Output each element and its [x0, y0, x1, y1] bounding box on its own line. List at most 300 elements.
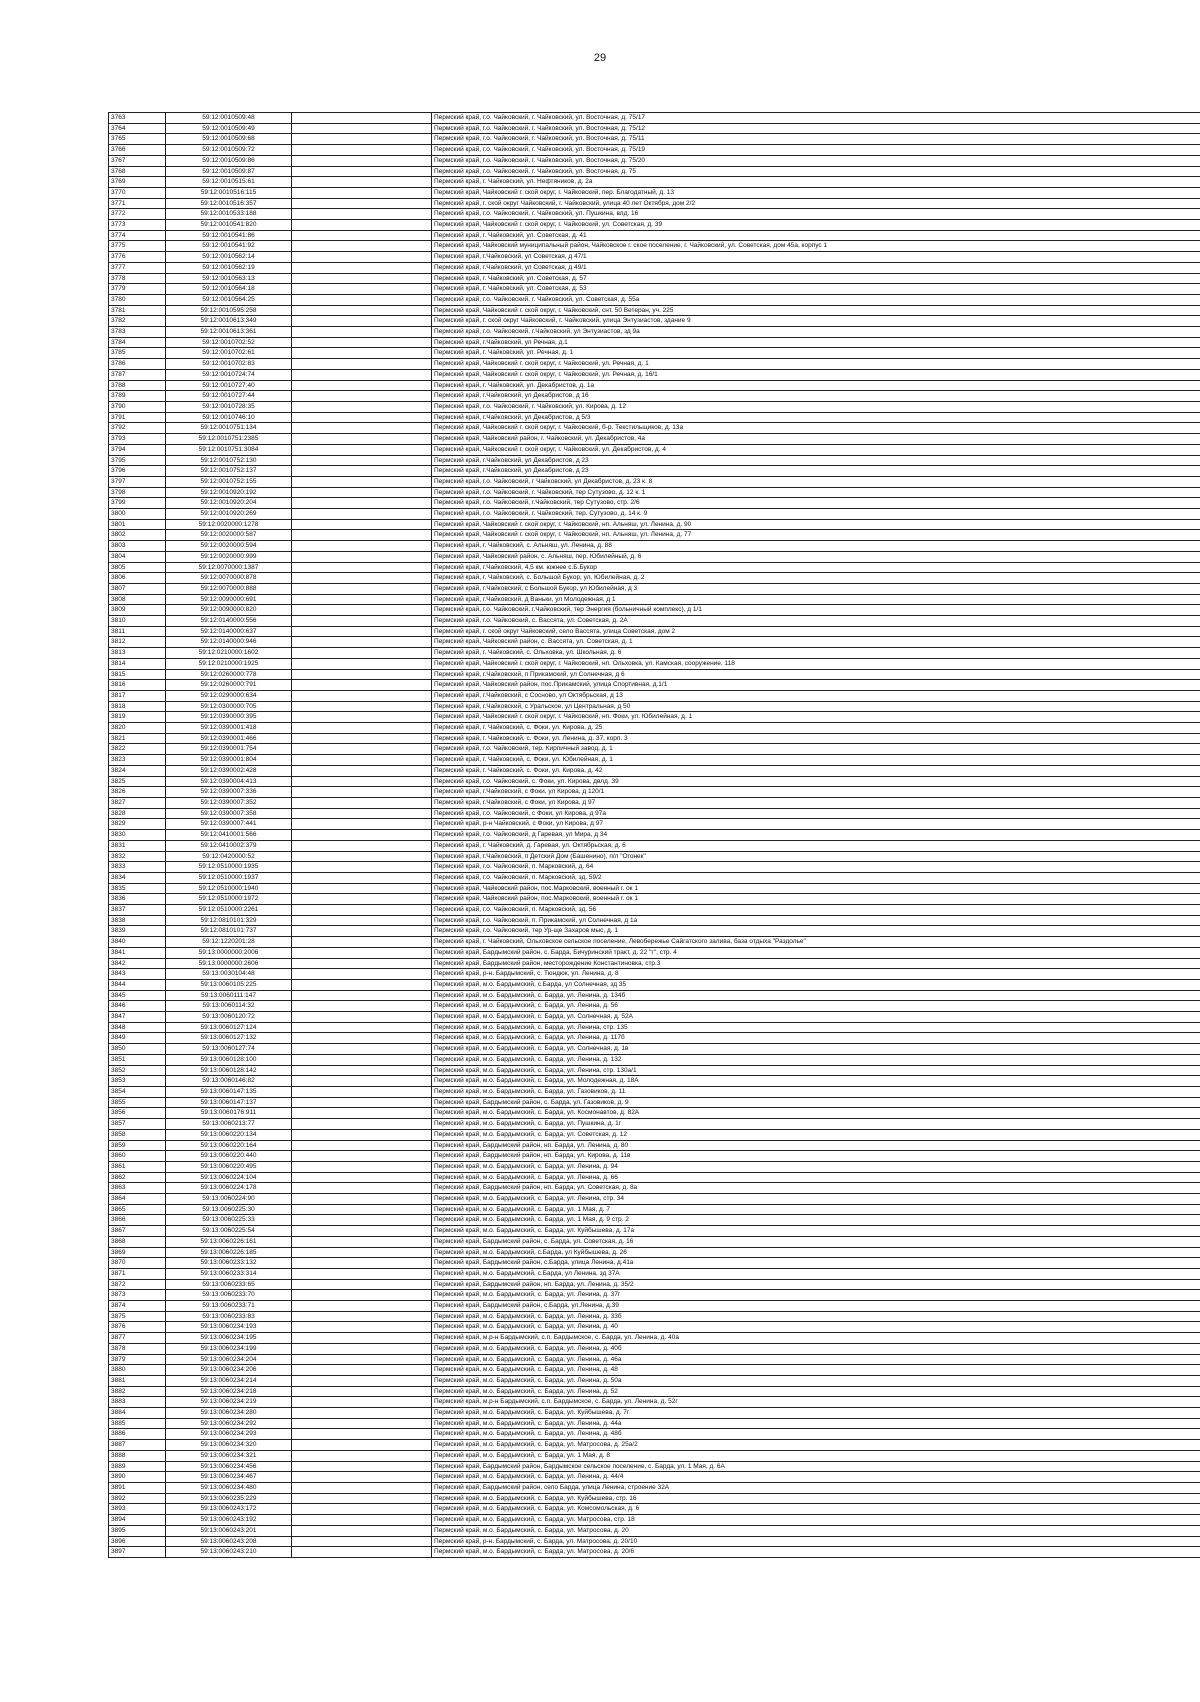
- table-row: [109, 819, 1200, 830]
- cadastral-number-cell: 59:13:0060105:225: [166, 979, 292, 990]
- empty-cell: [292, 1226, 432, 1237]
- empty-cell: [292, 1054, 432, 1065]
- cadastral-number-cell: 59:13:0060147:135: [166, 1086, 292, 1097]
- cadastral-number-cell: 59:13:0060128:100: [166, 1054, 292, 1065]
- row-number-cell: 3842: [109, 958, 166, 969]
- table-row: [109, 1086, 1200, 1097]
- table-row: [109, 220, 1200, 231]
- empty-cell: [292, 1215, 432, 1226]
- address-cell: Пермский край, г.Чайковский, с Сосново, ул Октябрьская, д 13: [432, 690, 1200, 701]
- row-number-cell: 3863: [109, 1183, 166, 1194]
- row-number-cell: 3885: [109, 1418, 166, 1429]
- table-row: [109, 1204, 1200, 1215]
- cadastral-number-cell: 59:12:0010541:86: [166, 230, 292, 241]
- row-number-cell: 3860: [109, 1151, 166, 1162]
- row-number-cell: 3785: [109, 348, 166, 359]
- address-cell: Пермский край, Чайковский г. ской округ, г. Чайковский, ул. Речная, д. 1: [432, 359, 1200, 370]
- table-row: [109, 273, 1200, 284]
- address-cell: Пермский край, м.о. Бардымский, с. Барда, ул. Пушкина, д. 1г: [432, 1119, 1200, 1130]
- row-number-cell: 3832: [109, 851, 166, 862]
- row-number-cell: 3878: [109, 1343, 166, 1354]
- cadastral-number-cell: 59:12:0390001:418: [166, 723, 292, 734]
- table-row: [109, 541, 1200, 552]
- table-row: [109, 1365, 1200, 1376]
- row-number-cell: 3771: [109, 198, 166, 209]
- cadastral-number-cell: 59:13:0060226:161: [166, 1236, 292, 1247]
- table-row: [109, 594, 1200, 605]
- table-row: [109, 155, 1200, 166]
- cadastral-number-cell: 59:12:0020000:587: [166, 530, 292, 541]
- row-number-cell: 3807: [109, 583, 166, 594]
- row-number-cell: 3795: [109, 455, 166, 466]
- address-cell: Пермский край, г.о. Чайковский, тер Ур-ще Захаров мыс, д. 1: [432, 926, 1200, 937]
- address-cell: Пермский край, г.о. Чайковский, г.Чайковский, тер Сутузово, стр. 2/6: [432, 498, 1200, 509]
- table-row: [109, 1279, 1200, 1290]
- cadastral-number-cell: 59:12:0140000:556: [166, 616, 292, 627]
- empty-cell: [292, 1408, 432, 1419]
- cadastral-number-cell: 59:13:0060234:195: [166, 1333, 292, 1344]
- row-number-cell: 3884: [109, 1408, 166, 1419]
- row-number-cell: 3843: [109, 969, 166, 980]
- cadastral-number-cell: 59:13:0060220:134: [166, 1129, 292, 1140]
- table-row: [109, 444, 1200, 455]
- address-cell: Пермский край, Бардымский район, с.Барда, ул.Ленина, д.39: [432, 1301, 1200, 1312]
- empty-cell: [292, 187, 432, 198]
- address-cell: Пермский край, м.о. Бардымский, с. Барда, ул. Ленина, д. 44а: [432, 1418, 1200, 1429]
- cadastral-number-cell: 59:12:0010562:14: [166, 252, 292, 263]
- empty-cell: [292, 1343, 432, 1354]
- empty-cell: [292, 1012, 432, 1023]
- table-row: [109, 1161, 1200, 1172]
- table-row: [109, 487, 1200, 498]
- address-cell: Пермский край, г.о. Чайковский, г Чайковский, ул Декабристов, д. 23 к. 8: [432, 476, 1200, 487]
- cadastral-number-cell: 59:12:0010752:137: [166, 466, 292, 477]
- row-number-cell: 3819: [109, 712, 166, 723]
- row-number-cell: 3876: [109, 1322, 166, 1333]
- empty-cell: [292, 1536, 432, 1547]
- empty-cell: [292, 476, 432, 487]
- address-cell: Пермский край, м.о. Бардымский, с. Барда, ул. Ленина, д. 56: [432, 1001, 1200, 1012]
- row-number-cell: 3882: [109, 1386, 166, 1397]
- cadastral-number-cell: 59:12:0010613:349: [166, 316, 292, 327]
- row-number-cell: 3848: [109, 1022, 166, 1033]
- empty-cell: [292, 765, 432, 776]
- table-row: [109, 1397, 1200, 1408]
- empty-cell: [292, 1375, 432, 1386]
- row-number-cell: 3808: [109, 594, 166, 605]
- cadastral-number-cell: 59:12:0390001:754: [166, 744, 292, 755]
- cadastral-number-cell: 59:13:0060176:911: [166, 1108, 292, 1119]
- address-cell: Пермский край, г.Чайковский, ул Декабристов, д 5/3: [432, 412, 1200, 423]
- address-cell: Пермский край, Бардымский район, с. Барда, Бичуринский тракт, д. 22 "г", стр. 4: [432, 947, 1200, 958]
- cadastral-number-cell: 59:12:0510000:1935: [166, 862, 292, 873]
- table-row: [109, 455, 1200, 466]
- address-cell: Пермский край, г. Чайковский, ул. Декабристов, д. 1а: [432, 380, 1200, 391]
- row-number-cell: 3821: [109, 733, 166, 744]
- row-number-cell: 3781: [109, 305, 166, 316]
- address-cell: Пермский край, м.о. Бардымский, с. Барда, ул. Ленина, д. 46а: [432, 1354, 1200, 1365]
- cadastral-number-cell: 59:12:0010516:357: [166, 198, 292, 209]
- row-number-cell: 3820: [109, 723, 166, 734]
- address-cell: Пермский край, м.о. Бардымский, с. Барда, ул. Ленина, д. 37г: [432, 1290, 1200, 1301]
- address-cell: Пермский край, м.о. Бардымский, с. Барда, ул. Ленина, д. 66: [432, 1172, 1200, 1183]
- empty-cell: [292, 134, 432, 145]
- empty-cell: [292, 616, 432, 627]
- address-cell: Пермский край, Бардымский район, с. Барда, ул. Газовиков, д. 9: [432, 1097, 1200, 1108]
- table-row: [109, 712, 1200, 723]
- cadastral-number-cell: 59:13:0060224:104: [166, 1172, 292, 1183]
- table-row: [109, 1226, 1200, 1237]
- empty-cell: [292, 359, 432, 370]
- cadastral-number-cell: 59:12:0140000:946: [166, 637, 292, 648]
- empty-cell: [292, 177, 432, 188]
- empty-cell: [292, 1022, 432, 1033]
- row-number-cell: 3856: [109, 1108, 166, 1119]
- address-cell: Пермский край, Чайковский район, с. Альняш, пер. Юбилейный, д. 6: [432, 551, 1200, 562]
- table-row: [109, 1515, 1200, 1526]
- cadastral-number-cell: 59:12:0010702:83: [166, 359, 292, 370]
- row-number-cell: 3841: [109, 947, 166, 958]
- address-cell: Пермский край, м.о. Бардымский, с. Барда, ул. Ленина, д. 94: [432, 1161, 1200, 1172]
- address-cell: Пермский край, м.о. Бардымский, с. Барда, ул. Матросова, д. 20: [432, 1525, 1200, 1536]
- cadastral-number-cell: 59:12:0090000:820: [166, 605, 292, 616]
- table-row: [109, 1151, 1200, 1162]
- cadastral-number-cell: 59:13:0030104:48: [166, 969, 292, 980]
- table-row: [109, 765, 1200, 776]
- address-cell: Пермский край, г.Чайковский, ул Декабристов, д 16: [432, 391, 1200, 402]
- row-number-cell: 3763: [109, 113, 166, 124]
- address-cell: Пермский край, Бардымский район, Бардымское сельское поселение, с. Барда, ул. 1 Мая, д. 6А: [432, 1461, 1200, 1472]
- register-body: [109, 113, 1200, 1558]
- table-row: [109, 294, 1200, 305]
- cadastral-number-cell: 59:12:0010509:72: [166, 145, 292, 156]
- cadastral-number-cell: 59:12:0070000:1387: [166, 562, 292, 573]
- empty-cell: [292, 798, 432, 809]
- row-number-cell: 3810: [109, 616, 166, 627]
- table-row: [109, 851, 1200, 862]
- table-row: [109, 937, 1200, 948]
- empty-cell: [292, 230, 432, 241]
- cadastral-number-cell: 59:13:0060243:208: [166, 1536, 292, 1547]
- address-cell: Пермский край, Чайковский г. ской округ, г. Чайковский, нп. Альняш, ул. Ленина, д. 90: [432, 519, 1200, 530]
- row-number-cell: 3766: [109, 145, 166, 156]
- table-row: [109, 1536, 1200, 1547]
- address-cell: Пермский край, г.Чайковский, д Ваньки, ул Молодежная, д 1: [432, 594, 1200, 605]
- empty-cell: [292, 583, 432, 594]
- row-number-cell: 3870: [109, 1258, 166, 1269]
- row-number-cell: 3891: [109, 1483, 166, 1494]
- empty-cell: [292, 155, 432, 166]
- row-number-cell: 3835: [109, 883, 166, 894]
- empty-cell: [292, 626, 432, 637]
- row-number-cell: 3794: [109, 444, 166, 455]
- row-number-cell: 3836: [109, 894, 166, 905]
- cadastral-number-cell: 59:12:0510000:1940: [166, 883, 292, 894]
- empty-cell: [292, 755, 432, 766]
- cadastral-number-cell: 59:12:1220201:28: [166, 937, 292, 948]
- address-cell: Пермский край, г. Чайковский, с. Альняш, ул. Ленина, д. 88: [432, 541, 1200, 552]
- address-cell: Пермский край, м.о. Бардымский, с. Барда, ул. Ленина, стр. 130а/1: [432, 1065, 1200, 1076]
- table-row: [109, 894, 1200, 905]
- address-cell: Пермский край, м.о. Бардымский, с. Барда, ул. Ленина, д. 48: [432, 1365, 1200, 1376]
- empty-cell: [292, 744, 432, 755]
- table-row: [109, 1258, 1200, 1269]
- cadastral-number-cell: 59:12:0290000:634: [166, 690, 292, 701]
- empty-cell: [292, 1311, 432, 1322]
- table-row: [109, 798, 1200, 809]
- cadastral-number-cell: 59:13:0060234:467: [166, 1472, 292, 1483]
- table-row: [109, 583, 1200, 594]
- table-row: [109, 1450, 1200, 1461]
- address-cell: Пермский край, г. Чайковский, ул. Советская, д. 57: [432, 273, 1200, 284]
- cadastral-number-cell: 59:13:0060226:185: [166, 1247, 292, 1258]
- empty-cell: [292, 926, 432, 937]
- row-number-cell: 3809: [109, 605, 166, 616]
- address-cell: Пермский край, г. Чайковский, ул. Советская, д. 53: [432, 284, 1200, 295]
- empty-cell: [292, 273, 432, 284]
- empty-cell: [292, 1268, 432, 1279]
- table-row: [109, 166, 1200, 177]
- cadastral-number-cell: 59:12:0210000:1602: [166, 648, 292, 659]
- empty-cell: [292, 391, 432, 402]
- cadastral-number-cell: 59:12:0390001:804: [166, 755, 292, 766]
- table-row: [109, 1183, 1200, 1194]
- address-cell: Пермский край, м.о. Бардымский, с.Барда, ул Куйбышева, д. 26: [432, 1247, 1200, 1258]
- table-row: [109, 1322, 1200, 1333]
- table-row: [109, 1408, 1200, 1419]
- cadastral-number-cell: 59:13:0060234:206: [166, 1365, 292, 1376]
- address-cell: Пермский край, г. ской округ Чайковский, г. Чайковский, улица Энтузиастов, здание 9: [432, 316, 1200, 327]
- cadastral-number-cell: 59:13:0060225:30: [166, 1204, 292, 1215]
- table-row: [109, 1097, 1200, 1108]
- row-number-cell: 3793: [109, 434, 166, 445]
- empty-cell: [292, 327, 432, 338]
- row-number-cell: 3765: [109, 134, 166, 145]
- empty-cell: [292, 979, 432, 990]
- row-number-cell: 3861: [109, 1161, 166, 1172]
- address-cell: Пермский край, м.р-н Бардымский, с.п. Бардымское, с. Барда, ул. Ленина, д. 52г: [432, 1397, 1200, 1408]
- cadastral-number-cell: 59:12:0010920:204: [166, 498, 292, 509]
- address-cell: Пермский край, г. ской округ Чайковский, село Вассята, улица Советская, дом 2: [432, 626, 1200, 637]
- table-row: [109, 905, 1200, 916]
- empty-cell: [292, 1429, 432, 1440]
- table-row: [109, 519, 1200, 530]
- table-row: [109, 755, 1200, 766]
- table-row: [109, 1354, 1200, 1365]
- table-row: [109, 883, 1200, 894]
- table-row: [109, 551, 1200, 562]
- address-cell: Пермский край, Бардымский район, нп. Барда, ул. Ленина, д. 35/2: [432, 1279, 1200, 1290]
- empty-cell: [292, 1086, 432, 1097]
- cadastral-number-cell: 59:13:0060234:293: [166, 1429, 292, 1440]
- empty-cell: [292, 894, 432, 905]
- empty-cell: [292, 701, 432, 712]
- address-cell: Пермский край, р-н Чайковский, с Фоки, ул Кирова, д 97: [432, 819, 1200, 830]
- address-cell: Пермский край, м.о. Бардымский, с. Барда, ул. Куйбышева, стр. 16: [432, 1493, 1200, 1504]
- table-row: [109, 187, 1200, 198]
- table-row: [109, 872, 1200, 883]
- row-number-cell: 3852: [109, 1065, 166, 1076]
- address-cell: Пермский край, г.о. Чайковский, п. Марковский, зд. 56: [432, 905, 1200, 916]
- empty-cell: [292, 1461, 432, 1472]
- cadastral-number-cell: 59:12:0210000:1925: [166, 658, 292, 669]
- row-number-cell: 3849: [109, 1033, 166, 1044]
- address-cell: Пермский край, г.о. Чайковский, г. Чайковский, тер. Сутузово, д. 14 к. 9: [432, 509, 1200, 520]
- address-cell: Пермский край, м.о. Бардымский, с. Барда, ул. Солнечная, д. 1в: [432, 1044, 1200, 1055]
- row-number-cell: 3895: [109, 1525, 166, 1536]
- row-number-cell: 3847: [109, 1012, 166, 1023]
- row-number-cell: 3800: [109, 509, 166, 520]
- row-number-cell: 3805: [109, 562, 166, 573]
- row-number-cell: 3770: [109, 187, 166, 198]
- cadastral-number-cell: 59:13:0060147:137: [166, 1097, 292, 1108]
- row-number-cell: 3886: [109, 1429, 166, 1440]
- cadastral-number-cell: 59:12:0300000:705: [166, 701, 292, 712]
- address-cell: Пермский край, Бардымский район, с. Барда, ул. Советская, д. 16: [432, 1236, 1200, 1247]
- row-number-cell: 3890: [109, 1472, 166, 1483]
- row-number-cell: 3818: [109, 701, 166, 712]
- table-row: [109, 605, 1200, 616]
- cadastral-number-cell: 59:12:0010752:155: [166, 476, 292, 487]
- cadastral-number-cell: 59:12:0260000:778: [166, 669, 292, 680]
- empty-cell: [292, 1472, 432, 1483]
- cadastral-number-cell: 59:12:0010541:820: [166, 220, 292, 231]
- empty-cell: [292, 380, 432, 391]
- row-number-cell: 3775: [109, 241, 166, 252]
- cadastral-number-cell: 59:12:0420000:52: [166, 851, 292, 862]
- cadastral-number-cell: 59:12:0010702:61: [166, 348, 292, 359]
- cadastral-number-cell: 59:13:0060114:32: [166, 1001, 292, 1012]
- empty-cell: [292, 1525, 432, 1536]
- table-row: [109, 412, 1200, 423]
- table-row: [109, 915, 1200, 926]
- cadastral-number-cell: 59:12:0010751:2385: [166, 434, 292, 445]
- row-number-cell: 3816: [109, 680, 166, 691]
- table-row: [109, 669, 1200, 680]
- row-number-cell: 3896: [109, 1536, 166, 1547]
- empty-cell: [292, 637, 432, 648]
- empty-cell: [292, 348, 432, 359]
- address-cell: Пермский край, г.о. Чайковский, г. Чайковский, ул. Восточная, д. 75/19: [432, 145, 1200, 156]
- address-cell: Пермский край, г.Чайковский, ул Советская, д 49/1: [432, 262, 1200, 273]
- table-row: [109, 1493, 1200, 1504]
- empty-cell: [292, 958, 432, 969]
- table-row: [109, 830, 1200, 841]
- cadastral-number-cell: 59:13:0060243:210: [166, 1547, 292, 1558]
- cadastral-number-cell: 59:12:0390007:352: [166, 798, 292, 809]
- cadastral-number-cell: 59:12:0010562:19: [166, 262, 292, 273]
- table-row: [109, 145, 1200, 156]
- address-cell: Пермский край, г. Чайковский, Ольховское сельское поселение, Левобережье Сайгатского залива, база отдыха "Раздолье": [432, 937, 1200, 948]
- cadastral-number-cell: 59:13:0060234:218: [166, 1386, 292, 1397]
- empty-cell: [292, 498, 432, 509]
- table-row: [109, 1140, 1200, 1151]
- empty-cell: [292, 862, 432, 873]
- address-cell: Пермский край, м.о. Бардымский, с. Барда, ул. Ленина, д. 48б: [432, 1429, 1200, 1440]
- row-number-cell: 3783: [109, 327, 166, 338]
- address-cell: Пермский край, м.о. Бардымский, с.Барда, ул Солнечная, зд 35: [432, 979, 1200, 990]
- table-row: [109, 958, 1200, 969]
- address-cell: Пермский край, г.о. Чайковский, г. Чайковский, ул. Восточная, д. 75/12: [432, 123, 1200, 134]
- empty-cell: [292, 1515, 432, 1526]
- address-cell: Пермский край, Чайковский г. ской округ, г. Чайковский, ул. Декабристов, д. 4: [432, 444, 1200, 455]
- address-cell: Пермский край, г. Чайковский, с. Большой Букор, ул. Юбилейная, д. 2: [432, 573, 1200, 584]
- address-cell: Пермский край, Бардымский район, нп. Барда, ул. Советская, д. 8а: [432, 1183, 1200, 1194]
- address-cell: Пермский край, м.о. Бардымский, с. Барда, ул. Ленина, д. 40б: [432, 1343, 1200, 1354]
- empty-cell: [292, 401, 432, 412]
- empty-cell: [292, 723, 432, 734]
- row-number-cell: 3803: [109, 541, 166, 552]
- table-row: [109, 177, 1200, 188]
- address-cell: Пермский край, г. Чайковский, ул. Речная, д. 1: [432, 348, 1200, 359]
- address-cell: Пермский край, Бардымский район, нп. Барда, ул. Кирова, д. 11в: [432, 1151, 1200, 1162]
- address-cell: Пермский край, г.Чайковский, с Уральское, ул Центральная, д 50: [432, 701, 1200, 712]
- cadastral-number-cell: 59:12:0510000:1937: [166, 872, 292, 883]
- address-cell: Пермский край, г.о. Чайковский, г. Чайковский, ул. Восточная, д. 75/17: [432, 113, 1200, 124]
- address-cell: Пермский край, Чайковский район, г. Чайковский, ул. Декабристов, 4а: [432, 434, 1200, 445]
- table-row: [109, 327, 1200, 338]
- address-cell: Пермский край, г.о. Чайковский, г. Чайковский, ул. Восточная, д. 75/11: [432, 134, 1200, 145]
- table-row: [109, 744, 1200, 755]
- empty-cell: [292, 680, 432, 691]
- address-cell: Пермский край, г. Чайковский, ул. Советская, д. 41: [432, 230, 1200, 241]
- table-row: [109, 658, 1200, 669]
- cadastral-number-cell: 59:13:0060120:72: [166, 1012, 292, 1023]
- empty-cell: [292, 1129, 432, 1140]
- row-number-cell: 3764: [109, 123, 166, 134]
- cadastral-number-cell: 59:13:0060234:321: [166, 1450, 292, 1461]
- address-cell: Пермский край, Чайковский г. ской округ, г. Чайковский, пер. Благодатный, д. 13: [432, 187, 1200, 198]
- empty-cell: [292, 434, 432, 445]
- empty-cell: [292, 337, 432, 348]
- row-number-cell: 3837: [109, 905, 166, 916]
- row-number-cell: 3879: [109, 1354, 166, 1365]
- table-row: [109, 808, 1200, 819]
- address-cell: Пермский край, м.о. Бардымский, с. Барда, ул. Ленина, д. 134б: [432, 990, 1200, 1001]
- cadastral-number-cell: 59:12:0390007:336: [166, 787, 292, 798]
- address-cell: Пермский край, г.Чайковский, с Большой Букор, ул Юбилейная, д 3: [432, 583, 1200, 594]
- table-row: [109, 637, 1200, 648]
- address-cell: Пермский край, м.о. Бардымский, с. Барда, ул. Матросова, д. 25а/2: [432, 1440, 1200, 1451]
- table-row: [109, 1215, 1200, 1226]
- empty-cell: [292, 851, 432, 862]
- empty-cell: [292, 1301, 432, 1312]
- empty-cell: [292, 969, 432, 980]
- address-cell: Пермский край, Чайковский район, пос.Марковский, военный г. ок 1: [432, 883, 1200, 894]
- table-row: [109, 947, 1200, 958]
- table-row: [109, 990, 1200, 1001]
- row-number-cell: 3798: [109, 487, 166, 498]
- table-row: [109, 1547, 1200, 1558]
- cadastral-number-cell: 59:13:0060243:172: [166, 1504, 292, 1515]
- table-row: [109, 369, 1200, 380]
- empty-cell: [292, 1140, 432, 1151]
- row-number-cell: 3824: [109, 765, 166, 776]
- address-cell: Пермский край, м.о. Бардымский, с. Барда, ул. Ленина, д. 50а: [432, 1375, 1200, 1386]
- table-row: [109, 1194, 1200, 1205]
- address-cell: Пермский край, м.о. Бардымский, с. Барда, ул. Ленина, д. 44/4: [432, 1472, 1200, 1483]
- address-cell: Пермский край, м.о. Бардымский, с. Барда, ул. Куйбышева, д. 7г: [432, 1408, 1200, 1419]
- cadastral-number-cell: 59:12:0020000:594: [166, 541, 292, 552]
- address-cell: Пермский край, г.Чайковский, ул Советская, д 47/1: [432, 252, 1200, 263]
- address-cell: Пермский край, м.о. Бардымский, с. Барда, ул. Матросова, д. 20/6: [432, 1547, 1200, 1558]
- empty-cell: [292, 1290, 432, 1301]
- address-cell: Пермский край, г.Чайковский, с Фоки, ул Кирова, д 97: [432, 798, 1200, 809]
- table-row: [109, 305, 1200, 316]
- row-number-cell: 3767: [109, 155, 166, 166]
- empty-cell: [292, 551, 432, 562]
- row-number-cell: 3894: [109, 1515, 166, 1526]
